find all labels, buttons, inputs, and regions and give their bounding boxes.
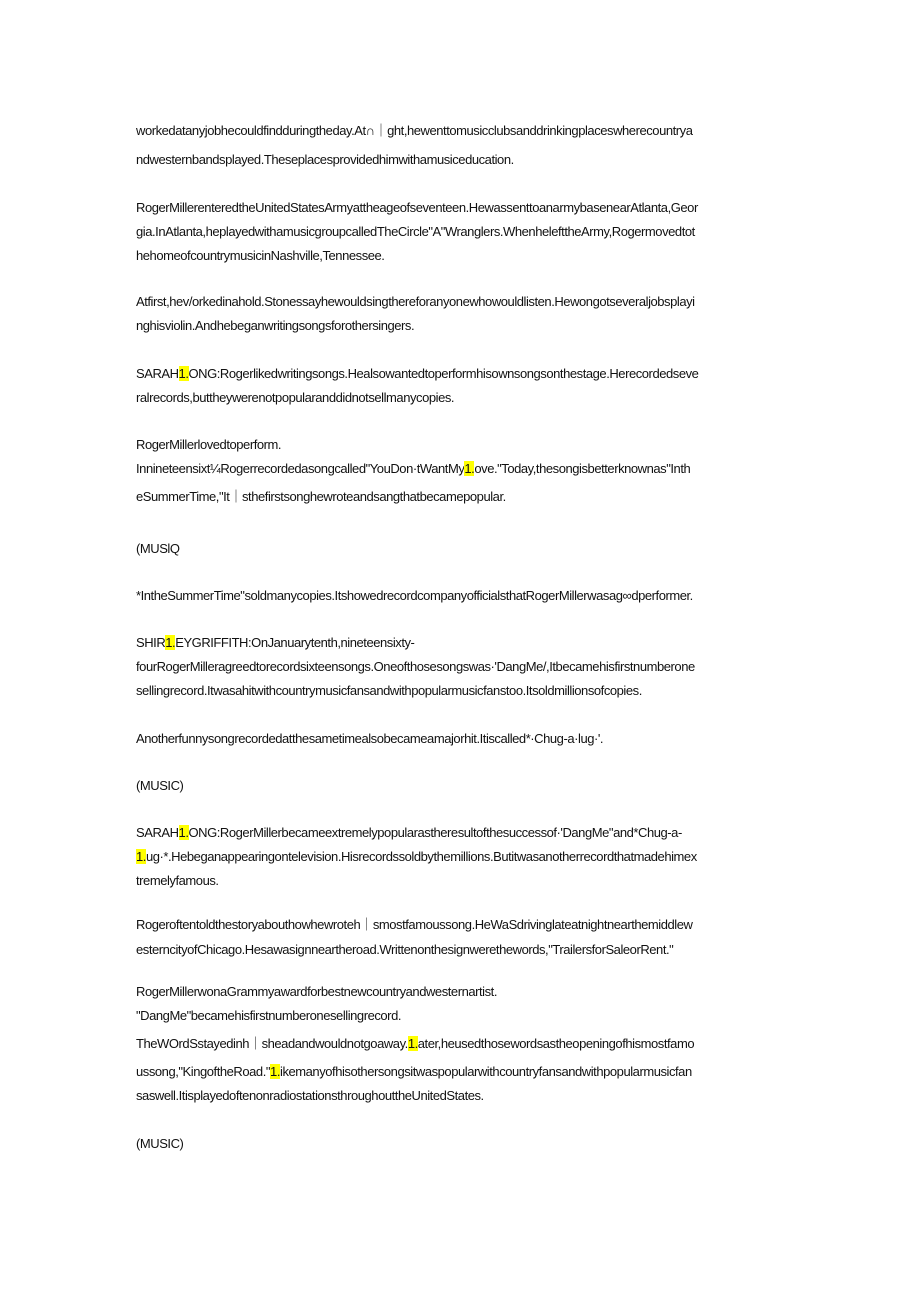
text-line	[136, 778, 796, 794]
text-line	[136, 248, 796, 264]
highlighted-ocr-fragment: 1.	[178, 825, 189, 840]
text-segment: (MUSIC)	[136, 778, 184, 793]
text-segment: Anotherfunnysongrecordedatthesametimealsobecameamajorhit.Itiscalled*·Chug-a·lug·'.	[136, 731, 604, 746]
text-segment: saswell.ItisplayedoftenonradiostationsthroughouttheUnitedStates.	[136, 1088, 484, 1103]
text-segment: SHIR	[136, 635, 166, 650]
text-segment: TheWOrdSstayedinh｜sheadandwouldnotgoaway.	[136, 1036, 408, 1051]
text-segment: workedatanyjobhecouldfindduringtheday.At∩｜ght,hewenttomusicclubsanddrinkingplaceswherecountrya	[136, 123, 693, 138]
text-line	[136, 942, 796, 958]
text-line	[136, 683, 796, 699]
text-line	[136, 588, 796, 604]
text-line	[136, 541, 796, 557]
text-segment: ussong,"KingoftheRoad."	[136, 1064, 271, 1079]
highlighted-ocr-fragment: 1.	[165, 635, 176, 650]
text-segment: Atfirst,hev/orkedinahold.Stonessayhewouldsingthereforanyonewhowouldlisten.Hewongotseveraljobsplayi	[136, 294, 695, 309]
text-line	[136, 1136, 796, 1152]
text-line	[136, 461, 796, 477]
text-segment: ove."Today,thesongisbetterknownas"Inth	[474, 461, 691, 476]
text-segment: "DangMe"becamehisfirstnumberonesellingrecord.	[136, 1008, 402, 1023]
text-segment: ikemanyofhisothersongsitwaspopularwithcountryfansandwithpopularmusicfan	[280, 1064, 692, 1079]
text-line	[136, 825, 796, 841]
text-segment: RogerMillerwonaGrammyawardforbestnewcountryandwesternartist.	[136, 984, 497, 999]
highlighted-ocr-fragment: 1.	[270, 1064, 280, 1079]
highlighted-ocr-fragment: 1.	[178, 366, 189, 381]
text-line	[136, 984, 796, 1000]
text-segment: SARAH	[136, 366, 179, 381]
text-segment: ONG:Rogerlikedwritingsongs.Healsowantedtoperformhisownsongsonthestage.Herecordedseve	[188, 366, 699, 381]
text-line	[136, 200, 796, 216]
text-line	[136, 437, 796, 453]
text-segment: Rogeroftentoldthestoryabouthowhewroteh｜smostfamoussong.HeWaSdrivinglateatnightnearthemiddlew	[136, 917, 693, 932]
text-segment: RogerMillerenteredtheUnitedStatesArmyattheageofseventeen.HewassenttoanarmybasenearAtlanta,Geor	[136, 200, 698, 215]
text-segment: EYGRIFFITH:OnJanuarytenth,nineteensixty-	[175, 635, 415, 650]
text-segment: eSummerTime,"It｜sthefirstsonghewroteandsangthatbecamepopular.	[136, 489, 506, 504]
text-line	[136, 873, 796, 889]
highlighted-ocr-fragment: 1.	[136, 849, 146, 864]
text-line	[136, 224, 796, 240]
text-segment: esterncityofChicago.Hesawasignneartheroad.Writtenonthesignwerethewords,"TrailersforSaleorRent."	[136, 942, 674, 957]
text-segment: hehomeofcountrymusicinNashville,Tennessee.	[136, 248, 385, 263]
text-line	[136, 489, 796, 505]
text-line	[136, 635, 796, 651]
text-line	[136, 318, 796, 334]
text-segment: sellingrecord.Itwasahitwithcountrymusicfansandwithpopularmusicfanstoo.Itsoldmillionsofcopies.	[136, 683, 642, 698]
text-line	[136, 123, 796, 139]
highlighted-ocr-fragment: 1.	[407, 1036, 418, 1051]
text-segment: tremelyfamous.	[136, 873, 219, 888]
text-segment: ater,heusedthosewordsastheopeningofhismostfamo	[417, 1036, 695, 1051]
text-segment: (MUSIC)	[136, 1136, 184, 1151]
text-segment: gia.InAtlanta,heplayedwithamusicgroupcalledTheCircle"A"Wranglers.WhenhelefttheArmy,Rogermovedtot	[136, 224, 695, 239]
text-segment: (MUSlQ	[136, 541, 180, 556]
text-segment: ralrecords,buttheywerenotpopularanddidnotsellmanycopies.	[136, 390, 455, 405]
text-line	[136, 152, 796, 168]
highlighted-ocr-fragment: 1.	[464, 461, 475, 476]
text-line	[136, 1008, 796, 1024]
text-segment: SARAH	[136, 825, 179, 840]
text-segment: *IntheSummerTime"soldmanycopies.ItshowedrecordcompanyofficialsthatRogerMillerwasag∞dperformer.	[136, 588, 693, 603]
text-segment: ONG:RogerMillerbecameextremelypopularastheresultofthesuccessof·'DangMe"and*Chug-a-	[188, 825, 682, 840]
text-line	[136, 917, 796, 933]
text-line	[136, 1036, 796, 1052]
text-segment: ndwesternbandsplayed.Theseplacesprovidedhimwithamusiceducation.	[136, 152, 514, 167]
text-line	[136, 390, 796, 406]
text-segment: ug·*.Hebeganappearingontelevision.Hisrecordssoldbythemillions.Butitwasanotherrecordthatmadehimex	[145, 849, 697, 864]
text-segment: Innineteensixt¼Rogerrecordedasongcalled"YouDon·tWantMy	[136, 461, 465, 476]
text-line	[136, 731, 796, 747]
text-segment: RogerMillerlovedtoperform.	[136, 437, 282, 452]
text-line	[136, 849, 796, 865]
text-segment: nghisviolin.Andhebeganwritingsongsforothersingers.	[136, 318, 415, 333]
text-line	[136, 294, 796, 310]
text-segment: fourRogerMilleragreedtorecordsixteensongs.Oneofthosesongswas·'DangMe/,Itbecamehisfirstnumberone	[136, 659, 695, 674]
text-line	[136, 1088, 796, 1104]
text-line	[136, 1064, 796, 1080]
text-line	[136, 366, 796, 382]
text-line	[136, 659, 796, 675]
